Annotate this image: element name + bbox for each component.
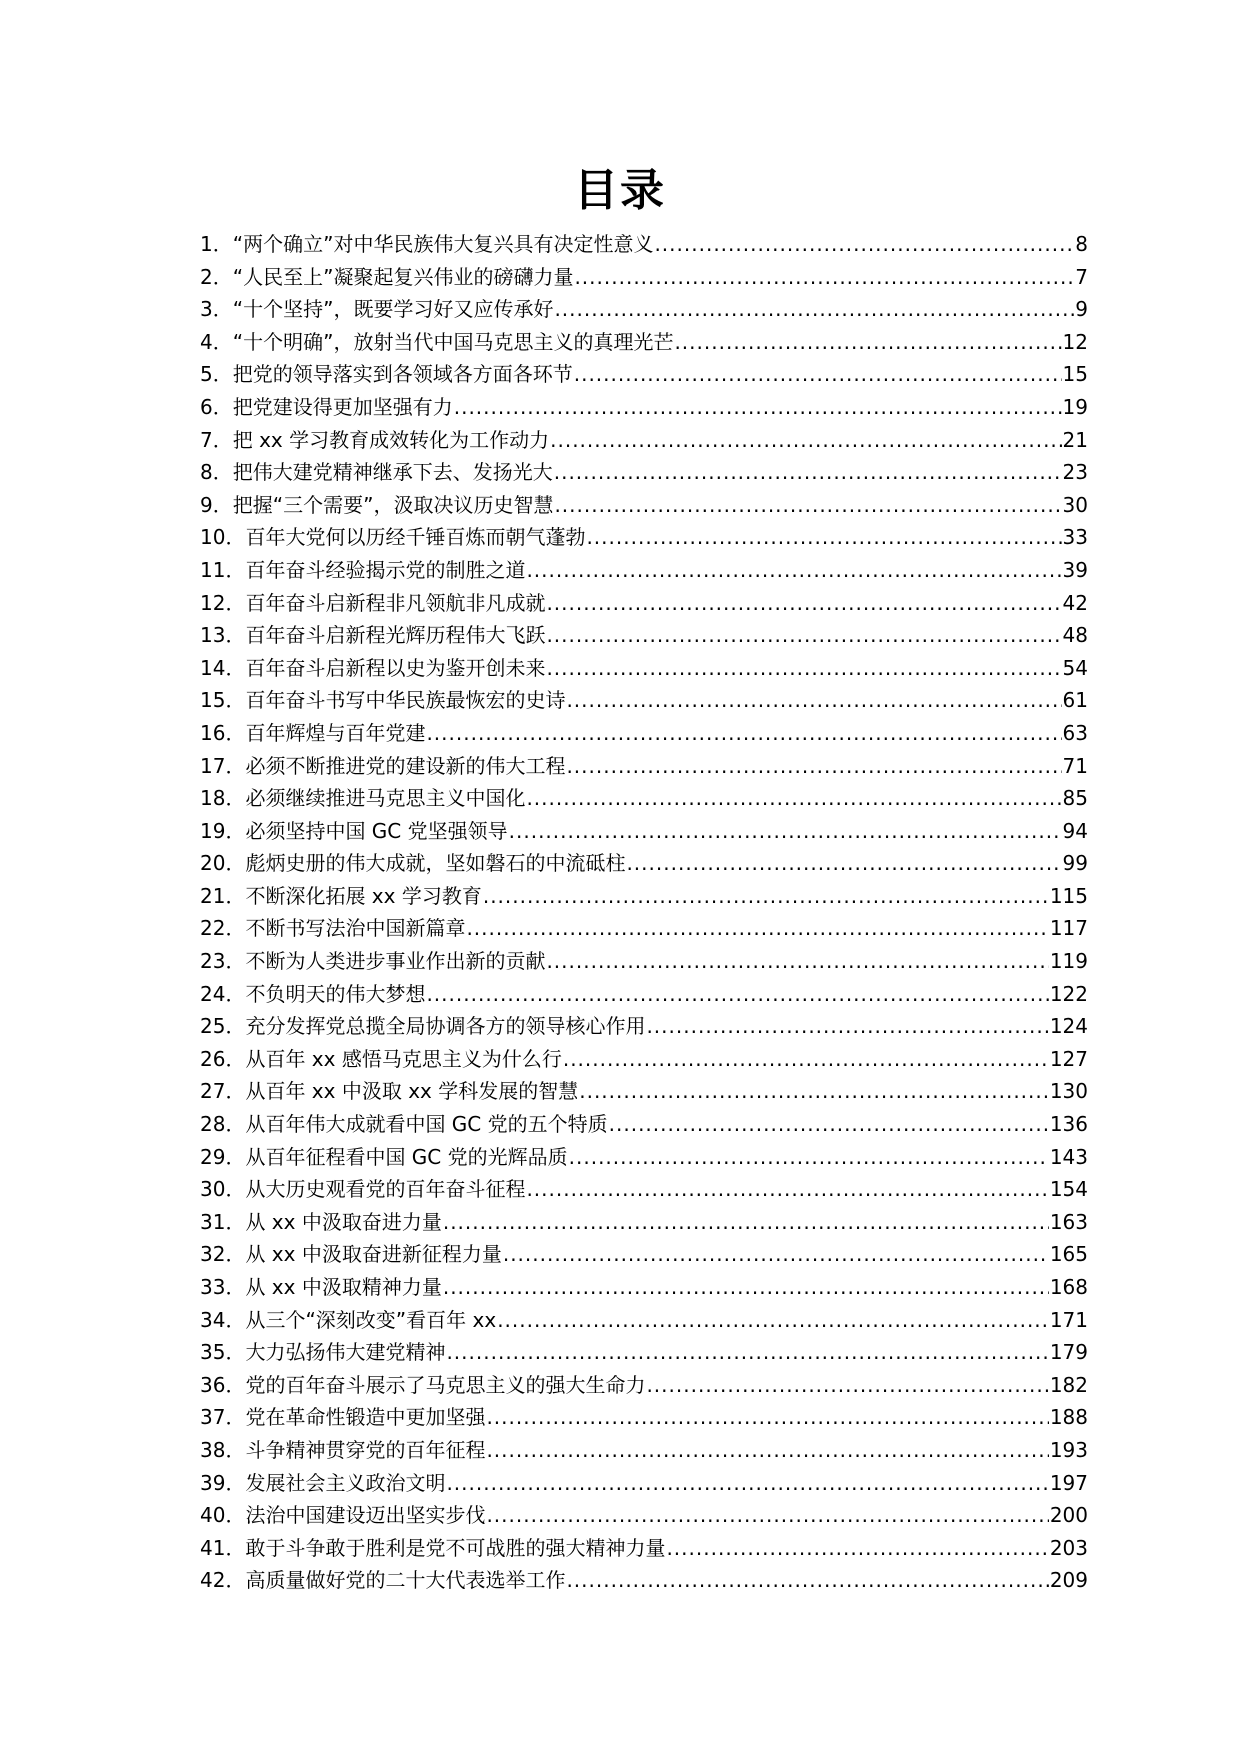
toc-dot-leader xyxy=(609,1108,1049,1141)
toc-entry-label: 29．从百年征程看中国 GC 党的光辉品质 xyxy=(200,1144,568,1169)
toc-entry[interactable] xyxy=(200,1108,1088,1141)
toc-entry-label: 5．把党的领导落实到各领域各方面各环节 xyxy=(200,362,573,387)
toc-entry-page-number: 154 xyxy=(1049,1177,1088,1202)
toc-entry-page-number: 200 xyxy=(1049,1503,1088,1528)
toc-entry[interactable] xyxy=(200,1238,1088,1271)
toc-entry-label: 37．党在革命性锻造中更加坚强 xyxy=(200,1405,486,1430)
toc-dot-leader xyxy=(586,521,1061,554)
toc-entry-label: 33．从 xx 中汲取精神力量 xyxy=(200,1275,442,1299)
toc-entry-label: 13．百年奋斗启新程光辉历程伟大飞跃 xyxy=(200,623,546,648)
toc-entry-page-number: 61 xyxy=(1062,688,1088,713)
toc-entry-label: 31．从 xx 中汲取奋进力量 xyxy=(200,1209,442,1234)
toc-entry-label: 42．高质量做好党的二十大代表选举工作 xyxy=(200,1568,566,1593)
toc-dot-leader xyxy=(526,554,1061,587)
toc-entry-page-number: 136 xyxy=(1049,1112,1088,1137)
toc-dot-leader xyxy=(466,912,1048,945)
toc-dot-leader xyxy=(446,1336,1048,1369)
toc-entry-page-number: 171 xyxy=(1049,1307,1088,1332)
toc-dot-leader xyxy=(569,1141,1049,1174)
toc-dot-leader xyxy=(526,782,1061,815)
toc-entry-page-number: 48 xyxy=(1062,623,1088,648)
toc-entry-label: 27．从百年 xx 中汲取 xx 学科发展的智慧 xyxy=(200,1079,579,1104)
toc-dot-leader xyxy=(546,652,1061,685)
toc-entry[interactable] xyxy=(200,424,1088,457)
toc-entry-label: 24．不负明天的伟大梦想 xyxy=(200,981,426,1006)
toc-entry[interactable] xyxy=(200,1401,1088,1434)
toc-entry-label: 28．从百年伟大成就看中国 GC 党的五个特质 xyxy=(200,1112,608,1137)
toc-entry-label: 9．把握“三个需要”，汲取决议历史智慧 xyxy=(200,492,554,517)
toc-entry[interactable] xyxy=(200,1271,1088,1304)
toc-entry-label: 40．法治中国建设迈出坚实步伐 xyxy=(200,1503,486,1528)
toc-dot-leader xyxy=(646,1010,1048,1043)
toc-entry-label: 6．把党建设得更加坚强有力 xyxy=(200,394,453,419)
toc-dot-leader xyxy=(486,1401,1048,1434)
toc-dot-leader xyxy=(426,978,1048,1011)
toc-entry-page-number: 197 xyxy=(1049,1470,1088,1495)
toc-entry-page-number: 115 xyxy=(1049,883,1088,908)
toc-entry[interactable] xyxy=(200,945,1088,978)
toc-entry-page-number: 163 xyxy=(1049,1209,1088,1234)
toc-entry-label: 26．从百年 xx 感悟马克思主义为什么行 xyxy=(200,1046,562,1071)
toc-dot-leader xyxy=(446,1467,1048,1500)
toc-entry-page-number: 193 xyxy=(1049,1437,1088,1462)
toc-entry[interactable] xyxy=(200,1564,1088,1597)
toc-entry-label: 39．发展社会主义政治文明 xyxy=(200,1470,446,1495)
toc-dot-leader xyxy=(566,1564,1048,1597)
toc-entry-page-number: 23 xyxy=(1062,460,1088,485)
toc-entry-label: 11．百年奋斗经验揭示党的制胜之道 xyxy=(200,557,526,582)
toc-dot-leader xyxy=(674,326,1061,359)
toc-entry-label: 12．百年奋斗启新程非凡领航非凡成就 xyxy=(200,590,546,615)
toc-entry-page-number: 21 xyxy=(1062,427,1088,452)
toc-entry-page-number: 127 xyxy=(1049,1046,1088,1071)
toc-entry-label: 14．百年奋斗启新程以史为鉴开创未来 xyxy=(200,655,546,680)
page-title: 目录 xyxy=(574,165,666,216)
toc-entry-page-number: 85 xyxy=(1062,786,1088,811)
toc-entry[interactable] xyxy=(200,1173,1088,1206)
toc-dot-leader xyxy=(546,587,1061,620)
toc-dot-leader xyxy=(554,456,1062,489)
toc-entry-page-number: 209 xyxy=(1049,1568,1088,1593)
toc-dot-leader xyxy=(443,1271,1049,1304)
toc-entry-label: 2．“人民至上”凝聚起复兴伟业的磅礴力量 xyxy=(200,264,574,289)
toc-dot-leader xyxy=(443,1206,1049,1239)
toc-dot-leader xyxy=(546,619,1061,652)
toc-entry[interactable] xyxy=(200,847,1088,880)
toc-entry[interactable] xyxy=(200,587,1088,620)
toc-entry-page-number: 188 xyxy=(1049,1405,1088,1430)
toc-entry-page-number: 143 xyxy=(1049,1144,1088,1169)
toc-dot-leader xyxy=(550,424,1061,457)
toc-dot-leader xyxy=(666,1532,1048,1565)
toc-entry-page-number: 117 xyxy=(1049,916,1088,941)
toc-entry-page-number: 42 xyxy=(1062,590,1088,615)
toc-entry-label: 19．必须坚持中国 GC 党坚强领导 xyxy=(200,818,508,843)
toc-entry-label: 23．不断为人类进步事业作出新的贡献 xyxy=(200,949,546,974)
toc-dot-leader xyxy=(574,358,1062,391)
toc-entry-label: 35．大力弘扬伟大建党精神 xyxy=(200,1340,446,1365)
toc-entry-page-number: 12 xyxy=(1062,329,1088,354)
toc-entry[interactable] xyxy=(200,228,1088,261)
toc-list xyxy=(200,228,1088,1597)
toc-entry-page-number: 39 xyxy=(1062,557,1088,582)
toc-entry[interactable] xyxy=(200,1532,1088,1565)
toc-entry[interactable] xyxy=(200,326,1088,359)
toc-entry-page-number: 203 xyxy=(1049,1535,1088,1560)
toc-entry-label: 32．从 xx 中汲取奋进新征程力量 xyxy=(200,1242,502,1267)
toc-entry[interactable] xyxy=(200,782,1088,815)
toc-entry-label: 8．把伟大建党精神继承下去、发扬光大 xyxy=(200,460,553,485)
toc-dot-leader xyxy=(566,684,1061,717)
toc-entry-page-number: 182 xyxy=(1049,1372,1088,1397)
toc-entry-label: 25．充分发挥党总揽全局协调各方的领导核心作用 xyxy=(200,1014,646,1039)
toc-entry-page-number: 130 xyxy=(1049,1079,1088,1104)
toc-entry-page-number: 33 xyxy=(1062,525,1088,550)
toc-entry[interactable] xyxy=(200,1304,1088,1337)
toc-entry-label: 16．百年辉煌与百年党建 xyxy=(200,720,426,745)
toc-entry[interactable] xyxy=(200,750,1088,783)
toc-entry[interactable] xyxy=(200,880,1088,913)
toc-dot-leader xyxy=(554,293,1074,326)
toc-entry-label: 36．党的百年奋斗展示了马克思主义的强大生命力 xyxy=(200,1372,646,1397)
toc-entry-page-number: 94 xyxy=(1062,818,1088,843)
toc-entry[interactable] xyxy=(200,1336,1088,1369)
toc-dot-leader xyxy=(526,1173,1048,1206)
toc-entry-label: 7．把 xx 学习教育成效转化为工作动力 xyxy=(200,427,550,452)
toc-entry-label: 20．彪炳史册的伟大成就，坚如磐石的中流砥柱 xyxy=(200,851,626,876)
toc-dot-leader xyxy=(646,1369,1048,1402)
toc-entry-label: 1．“两个确立”对中华民族伟大复兴具有决定性意义 xyxy=(200,232,654,256)
toc-dot-leader xyxy=(486,1499,1048,1532)
toc-dot-leader xyxy=(426,717,1061,750)
toc-dot-leader xyxy=(579,1075,1049,1108)
toc-dot-leader xyxy=(483,880,1049,913)
toc-entry-page-number: 15 xyxy=(1062,362,1088,387)
toc-entry-label: 38．斗争精神贯穿党的百年征程 xyxy=(200,1437,486,1462)
toc-entry[interactable] xyxy=(200,1010,1088,1043)
toc-dot-leader xyxy=(554,489,1061,522)
toc-entry-page-number: 54 xyxy=(1062,655,1088,680)
toc-entry[interactable] xyxy=(200,1467,1088,1500)
toc-entry-label: 15．百年奋斗书写中华民族最恢宏的史诗 xyxy=(200,688,566,713)
toc-entry[interactable] xyxy=(200,293,1088,326)
toc-entry[interactable] xyxy=(200,1043,1088,1076)
toc-entry[interactable] xyxy=(200,1369,1088,1402)
toc-dot-leader xyxy=(454,391,1062,424)
toc-entry-label: 10．百年大党何以历经千锤百炼而朝气蓬勃 xyxy=(200,525,586,550)
toc-entry-page-number: 122 xyxy=(1049,981,1088,1006)
toc-entry[interactable] xyxy=(200,815,1088,848)
toc-entry[interactable] xyxy=(200,456,1088,489)
toc-entry-label: 21．不断深化拓展 xx 学习教育 xyxy=(200,883,482,908)
toc-entry-label: 3．“十个坚持”，既要学习好又应传承好 xyxy=(200,297,554,322)
toc-entry-page-number: 9 xyxy=(1075,297,1088,322)
toc-entry[interactable] xyxy=(200,1499,1088,1532)
toc-dot-leader xyxy=(497,1304,1049,1337)
toc-entry-page-number: 124 xyxy=(1049,1014,1088,1039)
toc-entry-page-number: 30 xyxy=(1062,492,1088,517)
toc-dot-leader xyxy=(563,1043,1049,1076)
toc-entry-page-number: 179 xyxy=(1049,1340,1088,1365)
toc-entry[interactable] xyxy=(200,521,1088,554)
toc-dot-leader xyxy=(654,228,1074,261)
toc-entry-page-number: 165 xyxy=(1049,1242,1088,1267)
toc-entry-label: 18．必须继续推进马克思主义中国化 xyxy=(200,786,526,811)
toc-entry[interactable] xyxy=(200,717,1088,750)
toc-entry[interactable] xyxy=(200,358,1088,391)
toc-entry[interactable] xyxy=(200,978,1088,1011)
toc-entry[interactable] xyxy=(200,1206,1088,1239)
toc-dot-leader xyxy=(509,815,1062,848)
toc-entry-label: 22．不断书写法治中国新篇章 xyxy=(200,916,466,941)
toc-dot-leader xyxy=(503,1238,1049,1271)
toc-entry-page-number: 168 xyxy=(1049,1275,1088,1299)
toc-entry-page-number: 19 xyxy=(1062,394,1088,419)
toc-entry-label: 4．“十个明确”，放射当代中国马克思主义的真理光芒 xyxy=(200,329,674,354)
toc-entry-label: 41．敢于斗争敢于胜利是党不可战胜的强大精神力量 xyxy=(200,1535,666,1560)
toc-dot-leader xyxy=(566,750,1061,783)
toc-entry-page-number: 63 xyxy=(1062,720,1088,745)
toc-entry-page-number: 71 xyxy=(1062,753,1088,778)
toc-entry-label: 34．从三个“深刻改变”看百年 xx xyxy=(200,1307,497,1332)
toc-entry-label: 17．必须不断推进党的建设新的伟大工程 xyxy=(200,753,566,778)
toc-entry-page-number: 8 xyxy=(1075,232,1088,256)
toc-entry[interactable] xyxy=(200,619,1088,652)
toc-entry[interactable] xyxy=(200,684,1088,717)
toc-dot-leader xyxy=(546,945,1048,978)
toc-entry[interactable] xyxy=(200,1075,1088,1108)
toc-entry[interactable] xyxy=(200,489,1088,522)
toc-entry-label: 30．从大历史观看党的百年奋斗征程 xyxy=(200,1177,526,1202)
toc-entry[interactable] xyxy=(200,652,1088,685)
toc-entry[interactable] xyxy=(200,261,1088,294)
toc-entry-page-number: 99 xyxy=(1062,851,1088,876)
toc-entry[interactable] xyxy=(200,1141,1088,1174)
toc-dot-leader xyxy=(626,847,1061,880)
toc-entry[interactable] xyxy=(200,912,1088,945)
toc-dot-leader xyxy=(486,1434,1048,1467)
toc-entry-page-number: 7 xyxy=(1075,264,1088,289)
toc-entry[interactable] xyxy=(200,554,1088,587)
toc-entry-page-number: 119 xyxy=(1049,949,1088,974)
toc-dot-leader xyxy=(574,261,1074,294)
toc-entry[interactable] xyxy=(200,1434,1088,1467)
toc-entry[interactable] xyxy=(200,391,1088,424)
